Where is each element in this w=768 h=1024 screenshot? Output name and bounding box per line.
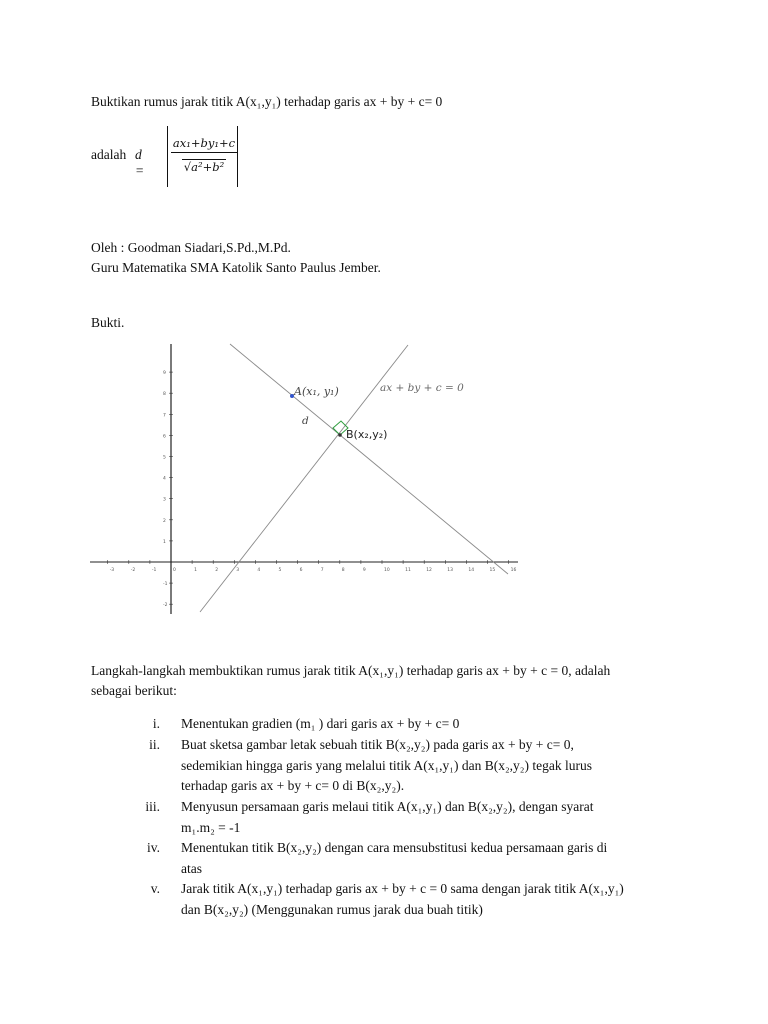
point-b <box>338 433 342 437</box>
x-tick-label: 11 <box>405 568 411 573</box>
label-distance-d: d <box>302 415 309 427</box>
intro-line-2: sebagai berikut: <box>91 683 177 698</box>
abs-bar-right <box>237 126 238 187</box>
step-text: sedemikian hingga garis yang melalui titik A(x₁,y₁) dan B(x₂,y₂) tegak lurus <box>181 757 592 773</box>
x-tick-label: 1 <box>194 568 197 573</box>
y-tick-label: 4 <box>163 476 166 482</box>
y-tick-label: -1 <box>163 582 168 588</box>
step-text: Jarak titik A(x₁,y₁) terhadap garis ax + by + c = 0 sama dengan jarak titik A(x₁,y₁) <box>181 881 624 896</box>
x-tick-label: 13 <box>447 568 454 573</box>
formula-fraction <box>171 130 237 174</box>
author-name: Oleh : Goodman Siadari,S.Pd.,M.Pd. <box>91 240 291 255</box>
step-number: v. <box>150 881 160 896</box>
step-text: m₁.m₂ = -1 <box>181 819 241 835</box>
intro-line-1: Langkah-langkah membuktikan rumus jarak titik A(x₁,y₁) terhadap garis ax + by + c = 0, adalah <box>91 663 611 678</box>
step-text: Menentukan titik B(x₂,y₂) dengan cara mensubstitusi kedua persamaan garis di <box>181 840 608 855</box>
step-number: iii. <box>145 799 160 814</box>
line-ax-by-c <box>230 344 508 574</box>
proof-heading: Bukti. <box>91 315 125 330</box>
step-number: ii. <box>149 737 160 752</box>
label-point-b: B(x₂,y₂) <box>346 428 388 441</box>
y-tick-label: 5 <box>163 455 166 461</box>
x-tick-label: 6 <box>299 568 303 573</box>
y-tick-label: 7 <box>163 413 166 419</box>
step-text: atas <box>181 860 202 876</box>
step-text: Buat sketsa gambar letak sebuah titik B(x₂,y₂) pada garis ax + by + c= 0, <box>181 737 574 752</box>
x-tick-label: 10 <box>384 568 390 573</box>
y-tick-label: 9 <box>163 371 166 377</box>
formula-lhs: d = <box>135 147 145 178</box>
x-tick-label: 16 <box>510 568 517 573</box>
axis-ticks <box>108 370 517 608</box>
y-tick-label: 6 <box>163 434 166 440</box>
x-tick-label: 9 <box>362 568 366 573</box>
x-tick-label: 4 <box>257 568 261 573</box>
x-tick-label: 5 <box>278 568 282 573</box>
coordinate-graph <box>90 340 520 616</box>
author-affiliation: Guru Matematika SMA Katolik Santo Paulus Jember. <box>91 260 381 275</box>
y-tick-label: 1 <box>163 539 166 545</box>
label-line-equation: ax + by + c = 0 <box>380 382 464 394</box>
x-tick-label: 7 <box>320 568 324 573</box>
x-tick-label: 12 <box>426 568 432 573</box>
label-point-a: A(x₁, y₁) <box>294 385 339 398</box>
step-number: iv. <box>147 840 160 855</box>
x-tick-label: 2 <box>215 568 219 573</box>
y-tick-label: 8 <box>163 392 166 398</box>
x-tick-label: -1 <box>151 568 157 573</box>
y-tick-label: 2 <box>163 518 166 524</box>
x-tick-label: 14 <box>468 568 475 573</box>
formula-denominator: √a²+b² <box>183 160 225 174</box>
abs-bar-left <box>167 126 168 187</box>
formula-numerator: ax₁+by₁+c <box>171 130 237 153</box>
step-text: Menentukan gradien (m₁ ) dari garis ax + by + c= 0 <box>181 716 460 731</box>
step-text: Menyusun persamaan garis melaui titik A(x₁,y₁) dan B(x₂,y₂), dengan syarat <box>181 799 594 814</box>
y-tick-label: -2 <box>163 603 168 609</box>
formula-label: adalah <box>91 147 127 162</box>
step-text: terhadap garis ax + by + c= 0 di B(x₂,y₂). <box>181 778 405 793</box>
x-tick-label: 15 <box>489 568 496 573</box>
y-tick-label: 3 <box>163 497 166 503</box>
problem-title: Buktikan rumus jarak titik A(x₁,y₁) terhadap garis ax + by + c= 0 <box>91 94 443 109</box>
x-tick-label: 0 <box>173 568 176 573</box>
x-tick-label: -2 <box>130 568 136 573</box>
x-tick-label: -3 <box>109 568 115 573</box>
x-tick-label: 8 <box>341 568 345 573</box>
x-tick-label: 3 <box>236 568 240 573</box>
step-number: i. <box>152 716 160 731</box>
step-text: dan B(x₂,y₂) (Menggunakan rumus jarak dua buah titik) <box>181 901 483 917</box>
